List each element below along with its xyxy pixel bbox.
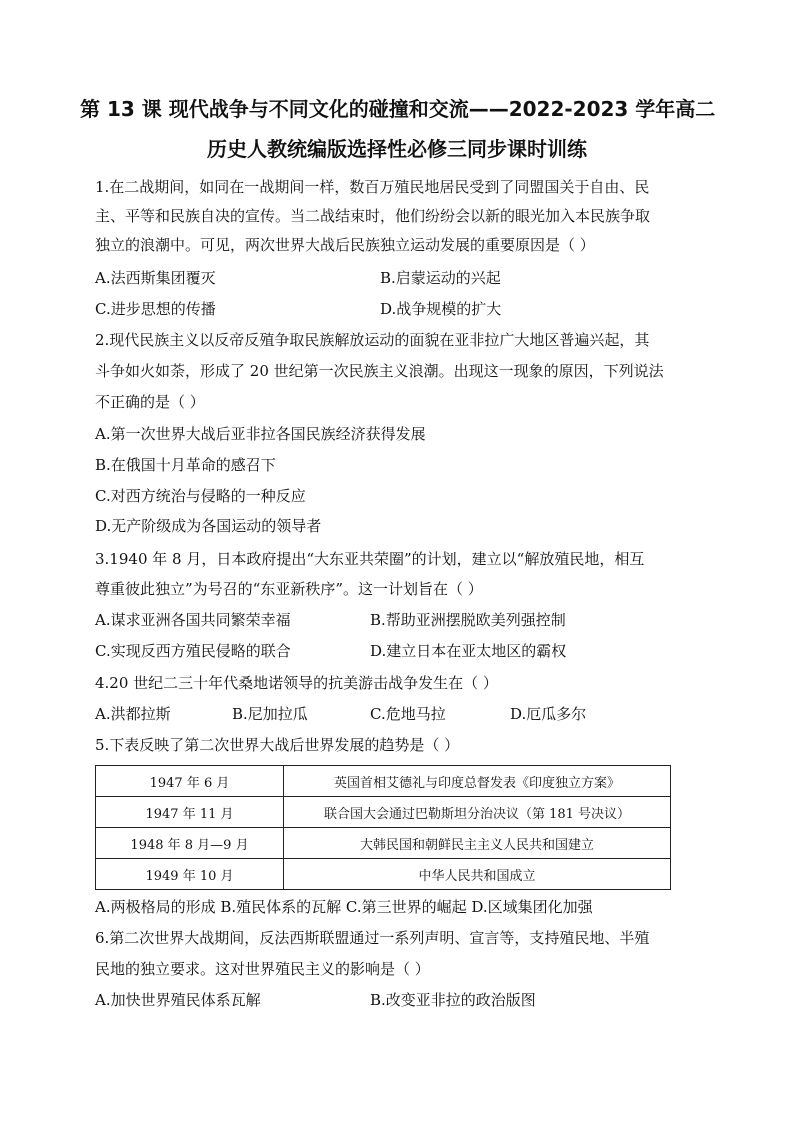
q1-option-a: A.法西斯集团覆灭	[95, 269, 216, 287]
q5-stem: 5.下表反映了第二次世界大战后世界发展的趋势是（ ）	[95, 736, 460, 754]
q4-option-a: A.洪都拉斯	[95, 705, 171, 723]
table-cell-date: 1949 年 10 月	[96, 859, 284, 890]
q4-stem: 4.20 世纪二三十年代桑地诺领导的抗美游击战争发生在（ ）	[95, 674, 498, 692]
q1-stem-line-3: 独立的浪潮中。可见，两次世界大战后民族独立运动发展的重要原因是（ ）	[95, 236, 595, 254]
table-row	[96, 859, 671, 890]
q6-stem-line-1: 6.第二次世界大战期间，反法西斯联盟通过一系列声明、宣言等，支持殖民地、半殖	[95, 929, 650, 947]
q1-option-d: D.战争规模的扩大	[380, 300, 502, 318]
q3-option-b: B.帮助亚洲摆脱欧美列强控制	[370, 611, 566, 629]
q2-stem-line-2: 斗争如火如荼，形成了 20 世纪第一次民族主义浪潮。出现这一现象的原因，下列说法	[95, 362, 664, 380]
q5-options: A.两极格局的形成 B.殖民体系的瓦解 C.第三世界的崛起 D.区域集团化加强	[95, 898, 593, 916]
q3-option-a: A.谋求亚洲各国共同繁荣幸福	[95, 611, 291, 629]
table-cell-event: 中华人民共和国成立	[284, 859, 671, 890]
q4-option-d: D.厄瓜多尔	[510, 705, 587, 723]
worksheet-title-line-2: 历史人教统编版选择性必修三同步课时训练	[207, 137, 587, 161]
q1-option-c: C.进步思想的传播	[95, 300, 216, 318]
table-cell-date: 1948 年 8 月—9 月	[96, 828, 284, 859]
table-row	[96, 828, 671, 859]
table-cell-event: 英国首相艾德礼与印度总督发表《印度独立方案》	[284, 766, 671, 797]
q5-events-table	[95, 765, 671, 890]
q6-option-b: B.改变亚非拉的政治版图	[370, 991, 536, 1009]
q6-stem-line-2: 民地的独立要求。这对世界殖民主义的影响是（ ）	[95, 960, 430, 978]
q2-option-d: D.无产阶级成为各国运动的领导者	[95, 517, 322, 535]
q6-option-a: A.加快世界殖民体系瓦解	[95, 991, 261, 1009]
q1-stem-line-1: 1.在二战期间，如同在一战期间一样，数百万殖民地居民受到了同盟国关于自由、民	[95, 178, 650, 196]
q3-stem-line-1: 3.1940 年 8 月，日本政府提出“大东亚共荣圈”的计划，建立以“解放殖民地，相互	[95, 550, 645, 568]
q3-option-d: D.建立日本在亚太地区的霸权	[370, 642, 567, 660]
worksheet-title-line-1: 第 13 课 现代战争与不同文化的碰撞和交流——2022-2023 学年高二	[80, 97, 716, 121]
table-cell-date: 1947 年 11 月	[96, 797, 284, 828]
q3-option-c: C.实现反西方殖民侵略的联合	[95, 642, 291, 660]
table-cell-date: 1947 年 6 月	[96, 766, 284, 797]
q2-option-b: B.在俄国十月革命的感召下	[95, 456, 276, 474]
table-cell-event: 大韩民国和朝鲜民主主义人民共和国建立	[284, 828, 671, 859]
q3-stem-line-2: 尊重彼此独立”为号召的“东亚新秩序”。这一计划旨在（ ）	[95, 580, 483, 598]
q4-option-b: B.尼加拉瓜	[232, 705, 308, 723]
q2-stem-line-1: 2.现代民族主义以反帝反殖争取民族解放运动的面貌在亚非拉广大地区普遍兴起，其	[95, 331, 650, 349]
table-row	[96, 797, 671, 828]
q2-option-a: A.第一次世界大战后亚非拉各国民族经济获得发展	[95, 425, 426, 443]
q1-stem-line-2: 主、平等和民族自决的宣传。当二战结束时，他们纷纷会以新的眼光加入本民族争取	[95, 207, 651, 225]
table-cell-event: 联合国大会通过巴勒斯坦分治决议（第 181 号决议）	[284, 797, 671, 828]
q2-option-c: C.对西方统治与侵略的一种反应	[95, 487, 306, 505]
q1-option-b: B.启蒙运动的兴起	[380, 269, 501, 287]
q4-option-c: C.危地马拉	[370, 705, 446, 723]
q2-stem-line-3: 不正确的是（ ）	[95, 393, 205, 411]
table-row	[96, 766, 671, 797]
